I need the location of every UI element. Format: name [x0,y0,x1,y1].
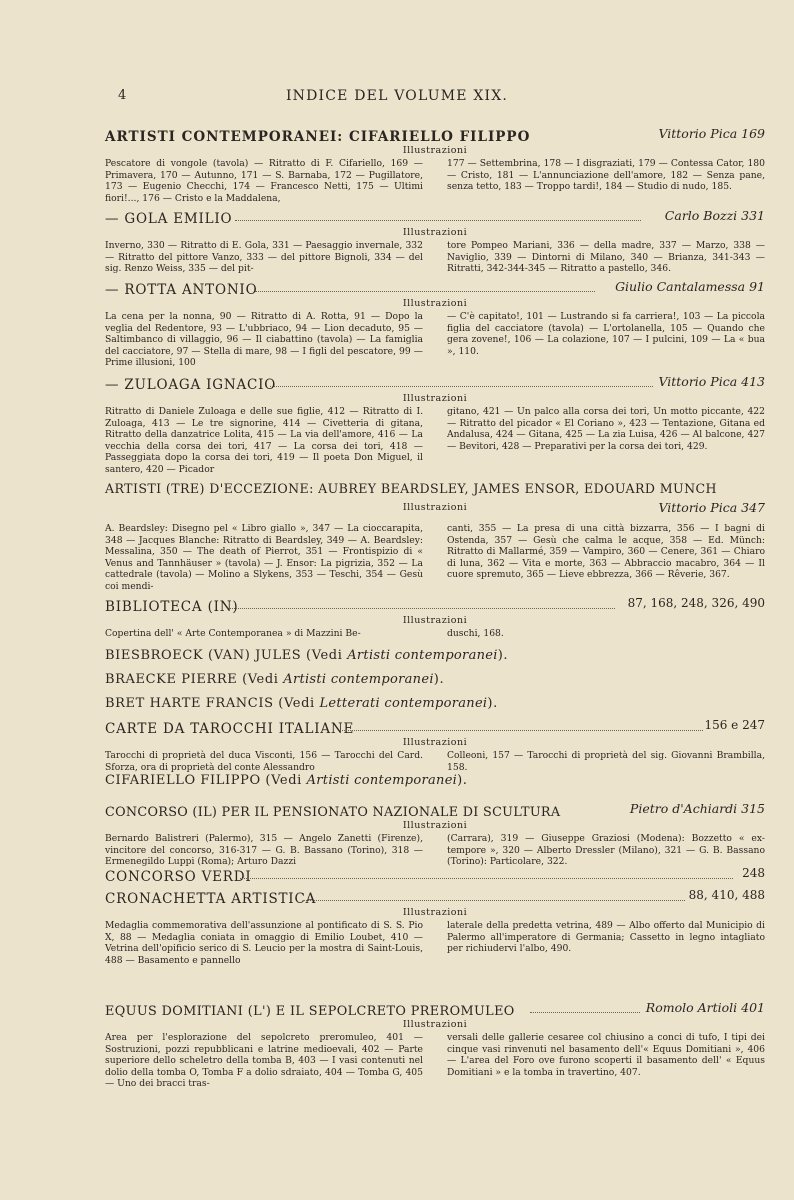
entry-text-left: Tarocchi di proprietà del duca Visconti, 156 — Tarocchi del Card. Sforza, ora di proprietà del conte Alessandro [105,750,423,773]
page-number: 4 [118,88,127,103]
index-entry-biesbroeck [105,648,765,663]
index-entry-rotta [105,279,765,369]
leader-dots [230,608,615,609]
index-entry-artisti-eccezione [105,478,765,592]
page-header [0,88,794,108]
index-entry-tarocchi [105,718,765,773]
illustrations-label: Illustrazioni [402,298,468,309]
entry-text-left: A. Beardsley: Disegno pel « Libro giallo », 347 — La cioccarapita, 348 — Jacques Blanche: Ritratto di Beardsley, 349 — A. Beardsley: Messalina, 350 — The death of Pierrot, 351 — Frontispizio di « Venus and Tannhäuser » (tavola) — J. Ensor: La pigrizia, 352 — La cattedrale (tavola) — Molino a Slykens, 353 — Teschi, 354 — Gesù coi mendi- [105,523,423,592]
index-entry-biblioteca [105,596,765,640]
index-entry-cronachetta [105,888,765,966]
entry-title: ARTISTI (TRE) D'ECCEZIONE: AUBREY BEARDSLEY, JAMES ENSOR, EDOUARD MUNCH [105,481,717,496]
entry-author: Romolo Artioli 401 [645,1000,765,1015]
illustrations-label: Illustrazioni [402,145,468,156]
entry-closing: ). [497,648,509,663]
leader-dots [530,1012,640,1013]
entry-text-left: Ritratto di Daniele Zuloaga e delle sue figlie, 412 — Ritratto di I. Zuloaga, 413 — Le tre signorine, 414 — Civetteria di gitana, Ritratto della danzatrice Lolita, 415 — La via dell'amore, 416 — La vecchia della corsa dei tori, 417 — La corsa dei tori, 418 — Passeggiata dopo la corsa dei tori, 419 — Il poeta Don Miguel, il santero, 420 — Picador [105,406,423,475]
index-entry-cifariello-ref [105,773,765,788]
leader-dots [235,220,641,221]
entry-text-left: La cena per la nonna, 90 — Ritratto di A. Rotta, 91 — Dopo la veglia del Redentore, 93 — L'ubbriaco, 94 — Lion decaduto, 95 — Saltimbanco di villaggio, 96 — Il ciabattino (tavola) — La famiglia del cacciatore, 97 — Stella di mare, 98 — I figli del pescatore, 99 — Prime illusioni, 100 [105,311,423,368]
entry-text-left: Bernardo Balistreri (Palermo), 315 — Angelo Zanetti (Firenze), vincitore del concorso, 316-317 — G. B. Bassano (Torino), 318 — Ermenegildo Luppi (Roma); Arturo Dazzi [105,833,423,867]
entry-text-right: duschi, 168. [447,628,504,639]
entry-pages: 87, 168, 248, 326, 490 [627,596,765,610]
illustrations-label: Illustrazioni [402,393,468,404]
leader-dots [255,291,595,292]
entry-author: Vittorio Pica 169 [658,126,765,141]
illustrations-label: Illustrazioni [402,1019,468,1030]
illustrations-label: Illustrazioni [402,227,468,238]
entry-title: CARTE DA TAROCCHI ITALIANE [105,721,355,737]
cross-reference: Letterati contemporanei [319,696,488,711]
entry-title: BIBLIOTECA (IN) [105,599,239,615]
entry-pages: 88, 410, 488 [688,888,765,902]
leader-dots [240,878,733,879]
index-entry-concorso-verdi [105,866,765,884]
entry-text-right: (Carrara), 319 — Giuseppe Graziosi (Modena): Bozzetto « ex-tempore », 320 — Alberto Dressler (Milano), 321 — G. B. Bassano (Torino): Particolare, 322. [447,833,765,867]
entry-pages: 248 [742,866,765,880]
entry-text-left: Area per l'esplorazione del sepolcreto preromuleo, 401 — Sostruzioni, pozzi repubblicani e latrine medioevali, 402 — Parte superiore dello scheletro della tomba B, 403 — I vasi contenuti nel dolio della tomba O, Tomba F a dolio sdraiato, 404 — Tomba G, 405 — Uno dei bracci tras- [105,1032,423,1089]
entry-title: CONCORSO VERDI [105,869,252,885]
entry-author: Vittorio Pica 347 [658,500,765,515]
entry-text-right: tore Pompeo Mariani, 336 — della madre, 337 — Marzo, 338 — Naviglio, 339 — Dintorni di Milano, 340 — Brianza, 341-343 — Ritratti, 342-344-345 — Ritratto a pastello, 346. [447,240,765,274]
entry-title: CRONACHETTA ARTISTICA [105,891,317,907]
cross-reference: Artisti contemporanei [283,672,434,687]
entry-closing: ). [457,773,468,788]
entry-author: Pietro d'Achiardi 315 [629,801,765,816]
illustrations-label: Illustrazioni [402,820,468,831]
entry-text-right: canti, 355 — La presa di una città bizzarra, 356 — I bagni di Ostenda, 357 — Gesù che calma le acque, 358 — Ed. Münch: Ritratto di Mallarmé, 359 — Vampiro, 360 — Cenere, 361 — Chiaro di luna, 362 — Vita e morte, 363 — Abbraccio macabro, 364 — Il cuore spremuto, 365 — Lieve ebbrezza, 366 — Rêverie, 367. [447,523,765,580]
entry-text-right: — C'è capitato!, 101 — Lustrando si fa carriera!, 103 — La piccola figlia del cacciatore (tavola) — L'ortolanella, 105 — Quando che gera zovene!, 106 — La colazione, 107 — I pulcini, 109 — La « bua », 110. [447,311,765,357]
entry-text-right: laterale della predetta vetrina, 489 — Albo offerto dal Municipio di Palermo all'imperatore di Germania; Cassetto in legno intagliato per richiudervi l'albo, 490. [447,920,765,954]
entry-author: Carlo Bozzi 331 [664,208,765,223]
entry-title: — ZULOAGA IGNACIO [105,377,277,393]
entry-title: — GOLA EMILIO [105,211,233,227]
index-entry-gola [105,208,765,275]
illustrations-label: Illustrazioni [402,615,468,626]
entry-title: — ROTTA ANTONIO [105,282,258,298]
index-entry-concorso-pensionato [105,801,765,868]
illustrations-label: Illustrazioni [402,737,468,748]
index-entry-equus-domitiani [105,1000,765,1090]
cross-reference: Artisti contemporanei [347,648,498,663]
entry-title: CONCORSO (IL) PER IL PENSIONATO NAZIONALE DI SCULTURA [105,805,561,820]
index-entry-cifariello [105,126,765,204]
entry-text-left: Copertina dell' « Arte Contemporanea » di Mazzini Be- [105,628,361,639]
entry-author: Vittorio Pica 413 [658,374,765,389]
index-entry-braecke [105,672,765,687]
leader-dots [270,386,653,387]
illustrations-label: Illustrazioni [402,907,468,918]
leader-dots [340,730,703,731]
entry-title: BRET HARTE FRANCIS (Vedi [105,696,320,711]
index-entry-bret-harte [105,696,765,711]
page-title: INDICE DEL VOLUME XIX. [285,88,509,104]
entry-title: BRAECKE PIERRE (Vedi [105,672,284,687]
entry-author: Giulio Cantalamessa 91 [615,279,765,294]
entry-title: EQUUS DOMITIANI (L') E IL SEPOLCRETO PREROMULEO [105,1004,515,1019]
entry-text-right: 177 — Settembrina, 178 — I disgraziati, 179 — Contessa Cator, 180 — Cristo, 181 — L'annunciazione dell'amore, 182 — Senza pane, senza tetto, 183 — Troppo tardi!, 184 — Studio di nudo, 185. [447,158,765,192]
leader-dots [303,900,685,901]
entry-text-right: versali delle gallerie cesaree col chiusino a conci di tufo, I tipi dei cinque vasi rinvenuti nel basamento dell'« Equus Domitiani », 406 — L'area del Foro ove furono scoperti il basamento dell' « Equus Domitiani » e la tomba in travertino, 407. [447,1032,765,1078]
entry-text-left: Inverno, 330 — Ritratto di E. Gola, 331 — Paesaggio invernale, 332 — Ritratto del pittore Vanzo, 333 — del pittore Bignoli, 334 — del sig. Renzo Weiss, 335 — del pit- [105,240,423,274]
entry-closing: ). [433,672,445,687]
entry-text-right: gitano, 421 — Un palco alla corsa dei tori, Un motto piccante, 422 — Ritratto del picador « El Coriano », 423 — Tentazione, Gitana ed Andalusa, 424 — Gitana, 425 — La zia Luisa, 426 — Al balcone, 427 — Bevitori, 428 — Preparativi per la corsa dei tori, 429. [447,406,765,452]
cross-reference: Artisti contemporanei [306,773,458,788]
entry-text-left: Pescatore di vongole (tavola) — Ritratto di F. Cifariello, 169 — Primavera, 170 — Autunno, 171 — S. Barnaba, 172 — Pugillatore, 173 — Eugenio Checchi, 174 — Francesco Netti, 175 — Ultimi fiori!..., 176 — Cristo e la Maddalena, [105,158,423,204]
illustrations-label: Illustrazioni [402,502,468,513]
entry-title: BIESBROECK (VAN) JULES (Vedi [105,648,348,663]
index-entry-zuloaga [105,374,765,475]
entry-title: ARTISTI CONTEMPORANEI: CIFARIELLO FILIPPO [105,129,531,145]
entry-pages: 156 e 247 [704,718,765,732]
entry-title: CIFARIELLO FILIPPO (Vedi [105,773,307,788]
entry-closing: ). [487,696,498,711]
entry-text-left: Medaglia commemorativa dell'assunzione al pontificato di S. S. Pio X, 88 — Medaglia coniata in omaggio di Emilio Loubet, 410 — Vetrina dell'opificio serico di S. Leucio per la mostra di Saint-Louis, 488 — Basamento e pannello [105,920,423,966]
entry-text-right: Colleoni, 157 — Tarocchi di proprietà del sig. Giovanni Brambilla, 158. [447,750,765,773]
